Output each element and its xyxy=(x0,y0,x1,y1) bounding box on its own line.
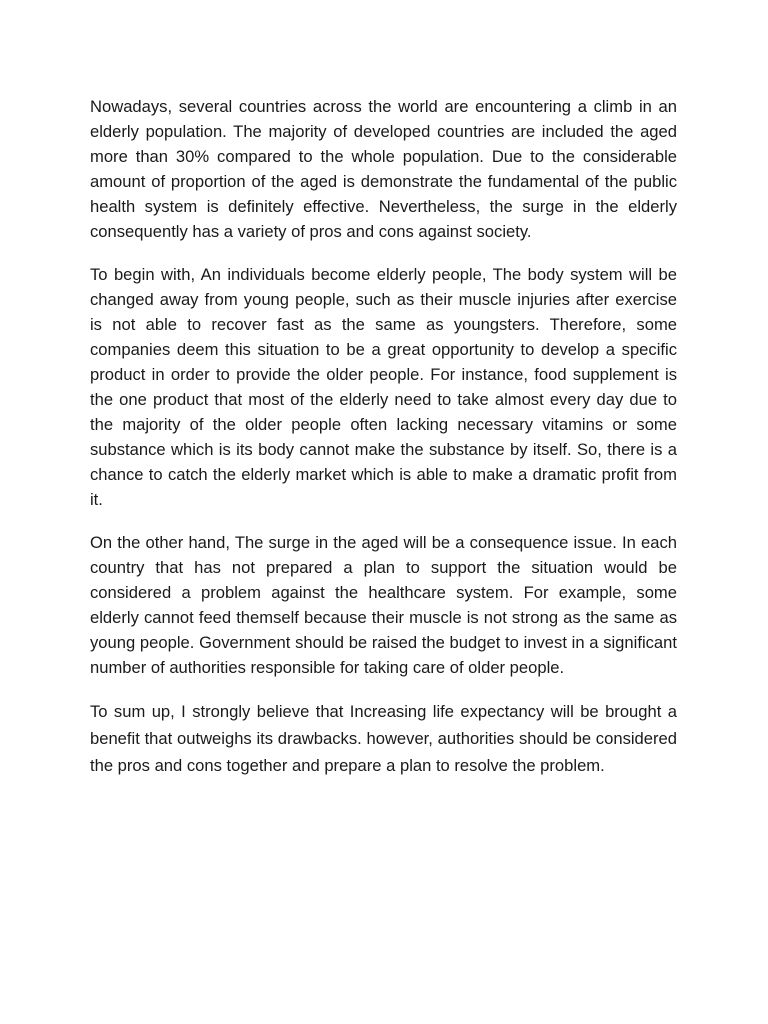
paragraph-advantages: To begin with, An individuals become elderly people, The body system will be changed away from young people, such as their muscle injuries after exercise is not able to recover fast as the same as youngsters. Therefore, some companies deem this situation to be a great opportunity to develop a specific product in order to provide the older people. For instance, food supplement is the one product that most of the elderly need to take almost every day due to the majority of the older people often lacking necessary vitamins or some substance which is its body cannot make the substance by itself. So, there is a chance to catch the elderly market which is able to make a dramatic profit from it. xyxy=(90,265,677,509)
paragraph-introduction: Nowadays, several countries across the world are encountering a climb in an elderly population. The majority of developed countries are included the aged more than 30% compared to the whole population. Due to the considerable amount of proportion of the aged is demonstrate the fundamental of the public health system is definitely effective. Nevertheless, the surge in the elderly consequently has a variety of pros and cons against society. xyxy=(90,97,677,241)
paragraph-conclusion: To sum up, I strongly believe that Increasing life expectancy will be brought a benefit that outweighs its drawbacks. however, authorities should be considered the pros and cons together and prepare a plan to resolve the problem. xyxy=(90,702,677,775)
essay-body xyxy=(90,94,677,797)
paragraph-disadvantages: On the other hand, The surge in the aged will be a consequence issue. In each country that has not prepared a plan to support the situation would be considered a problem against the healthcare system. For example, some elderly cannot feed themself because their muscle is not strong as the same as young people. Government should be raised the budget to invest in a significant number of authorities responsible for taking care of older people. xyxy=(90,533,677,677)
